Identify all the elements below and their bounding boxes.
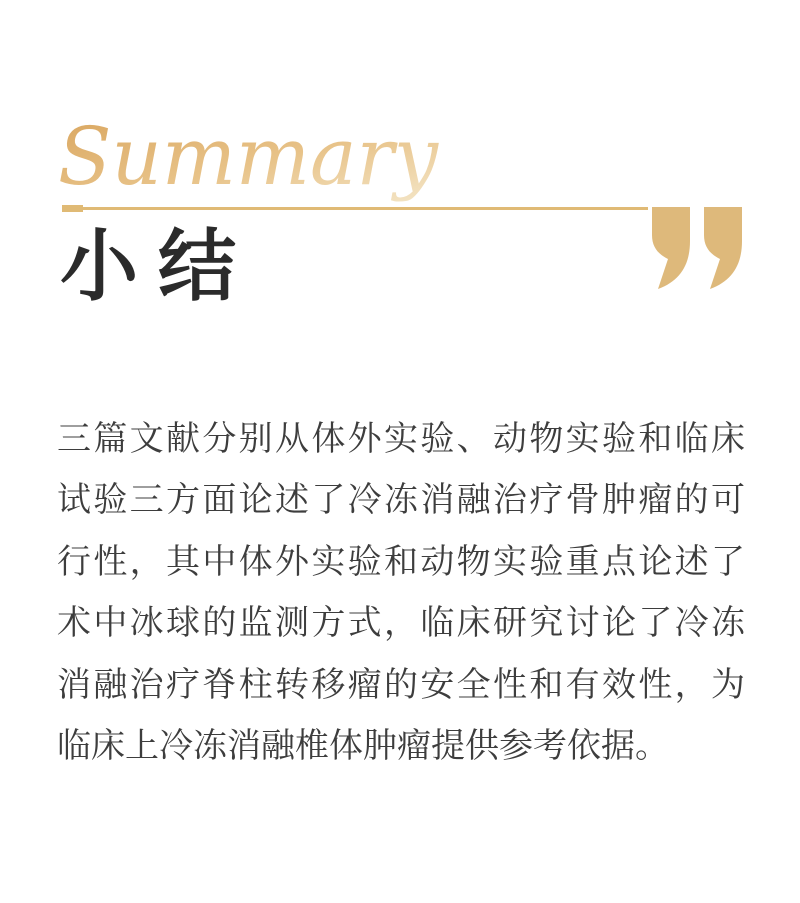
body-text-line: 行性，其中体外实验和动物实验重点论述了 [57, 541, 745, 582]
script-title-summary [56, 70, 476, 220]
body-text-line: 消融治疗脊柱转移瘤的安全性和有效性，为 [57, 664, 745, 705]
page-title: 小结 [60, 221, 257, 312]
divider-line [83, 207, 648, 210]
script-title-text: Summary [58, 110, 440, 203]
body-text-line: 试验三方面论述了冷冻消融治疗骨肿瘤的可 [57, 480, 745, 521]
body-text-line: 临床上冷冻消融椎体肿瘤提供参考依据。 [57, 726, 669, 767]
summary-paragraph [57, 409, 745, 777]
divider-dash [62, 205, 83, 212]
body-text-line: 三篇文献分别从体外实验、动物实验和临床 [57, 419, 745, 459]
body-text-line: 术中冰球的监测方式，临床研究讨论了冷冻 [57, 603, 745, 644]
closing-quote-icon [652, 207, 742, 289]
